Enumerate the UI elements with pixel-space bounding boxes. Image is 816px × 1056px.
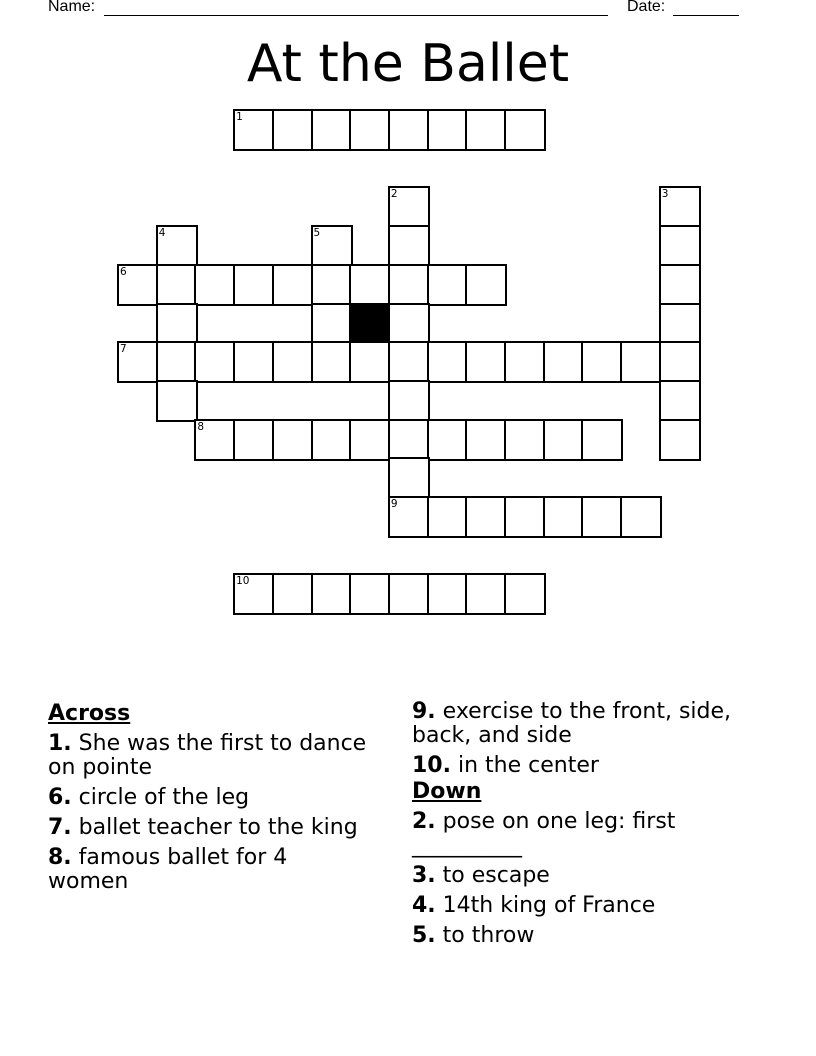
- grid-cell[interactable]: [427, 573, 469, 615]
- cell-number: 6: [120, 265, 127, 278]
- grid-cell[interactable]: [272, 341, 314, 383]
- clue-down-4: [412, 894, 752, 918]
- grid-cell[interactable]: [156, 264, 198, 306]
- grid-cell[interactable]: [659, 225, 701, 267]
- grid-cell[interactable]: [427, 341, 469, 383]
- grid-cell[interactable]: [659, 264, 701, 306]
- grid-cell[interactable]: [156, 380, 198, 422]
- grid-cell[interactable]: [311, 419, 353, 461]
- grid-cell[interactable]: [156, 225, 198, 267]
- grid-cell[interactable]: [349, 573, 391, 615]
- grid-cell[interactable]: [465, 341, 507, 383]
- grid-cell[interactable]: [233, 109, 275, 151]
- grid-cell[interactable]: [311, 303, 353, 345]
- grid-cell[interactable]: [465, 109, 507, 151]
- grid-cell[interactable]: [194, 341, 236, 383]
- clue-across-10: [412, 754, 752, 778]
- cell-number: 3: [661, 188, 669, 201]
- clue-across-9: [412, 700, 752, 748]
- grid-cell[interactable]: [349, 419, 391, 461]
- clue-text: 14th king of France: [442, 893, 656, 918]
- grid-cell[interactable]: [581, 341, 623, 383]
- clue-number: 6.: [48, 785, 72, 810]
- grid-cell[interactable]: [388, 186, 430, 228]
- grid-cell[interactable]: [349, 109, 391, 151]
- grid-cell[interactable]: [156, 303, 198, 345]
- clue-number: 9.: [412, 699, 436, 724]
- clue-number: 7.: [48, 815, 72, 840]
- grid-cell[interactable]: [311, 341, 353, 383]
- grid-cell[interactable]: [620, 341, 662, 383]
- grid-cell[interactable]: [465, 573, 507, 615]
- grid-cell[interactable]: [504, 573, 546, 615]
- grid-cell[interactable]: [465, 496, 507, 538]
- clue-down-3: [412, 864, 752, 888]
- across-heading: Across: [48, 701, 131, 726]
- clue-across-8: [48, 846, 368, 894]
- clue-across-7: [48, 816, 368, 840]
- grid-cell[interactable]: [311, 109, 353, 151]
- clue-number: 8.: [48, 845, 72, 870]
- grid-cell[interactable]: [388, 457, 430, 499]
- grid-cell[interactable]: [659, 341, 701, 383]
- clue-across-1: [48, 732, 368, 780]
- grid-cell[interactable]: [233, 573, 275, 615]
- clue-down-5: [412, 924, 752, 948]
- clue-text: pose on one leg: first __________: [412, 809, 676, 858]
- grid-cell[interactable]: [465, 264, 507, 306]
- grid-cell[interactable]: [504, 496, 546, 538]
- grid-cell[interactable]: [272, 264, 314, 306]
- grid-cell[interactable]: [659, 380, 701, 422]
- clue-text: to escape: [442, 863, 550, 888]
- grid-cell[interactable]: [388, 341, 430, 383]
- grid-cell[interactable]: [427, 496, 469, 538]
- grid-cell[interactable]: [465, 419, 507, 461]
- grid-cell[interactable]: [388, 303, 430, 345]
- grid-cell[interactable]: [194, 264, 236, 306]
- grid-cell[interactable]: [581, 496, 623, 538]
- grid-cell[interactable]: [427, 419, 469, 461]
- date-label: Date:: [627, 0, 666, 15]
- cell-number: 4: [158, 227, 166, 240]
- clue-text: to throw: [442, 923, 535, 948]
- clue-number: 2.: [412, 809, 436, 834]
- grid-cell[interactable]: [156, 341, 198, 383]
- grid-cell[interactable]: [388, 573, 430, 615]
- name-label: Name:: [48, 0, 96, 15]
- grid-cell[interactable]: [349, 264, 391, 306]
- grid-cell[interactable]: [272, 419, 314, 461]
- grid-cell[interactable]: [388, 419, 430, 461]
- grid-cell[interactable]: [311, 225, 353, 267]
- cell-number: 5: [313, 227, 321, 240]
- cell-number: 1: [236, 111, 243, 123]
- grid-cell[interactable]: [388, 109, 430, 151]
- grid-cell[interactable]: [272, 573, 314, 615]
- clue-number: 3.: [412, 863, 436, 888]
- grid-cell[interactable]: [117, 264, 159, 306]
- clue-number: 10.: [412, 753, 451, 778]
- clue-text: in the center: [457, 753, 599, 778]
- grid-cell[interactable]: [194, 419, 236, 461]
- cell-number: 7: [120, 343, 127, 356]
- grid-cell[interactable]: [659, 303, 701, 345]
- grid-cell[interactable]: [388, 496, 430, 538]
- cell-number: 10: [236, 575, 250, 588]
- grid-cell[interactable]: [311, 573, 353, 615]
- grid-cell[interactable]: [388, 264, 430, 306]
- grid-cell[interactable]: [659, 419, 701, 461]
- grid-cell[interactable]: [504, 341, 546, 383]
- cell-number: 2: [390, 188, 398, 201]
- grid-cell[interactable]: [272, 109, 314, 151]
- grid-cell[interactable]: [427, 109, 469, 151]
- clue-number: 1.: [48, 731, 72, 756]
- black-square: [349, 303, 391, 345]
- grid-cell[interactable]: [349, 341, 391, 383]
- clue-across-6: [48, 786, 368, 810]
- grid-cell[interactable]: [581, 419, 623, 461]
- clue-text: ballet teacher to the king: [78, 815, 358, 840]
- puzzle-title: At the Ballet: [246, 34, 570, 94]
- grid-cell[interactable]: [543, 419, 585, 461]
- grid-cell[interactable]: [543, 341, 585, 383]
- clue-text: She was the first to dance on pointe: [48, 731, 367, 780]
- grid-cell[interactable]: [543, 496, 585, 538]
- grid-cell[interactable]: [117, 341, 159, 383]
- grid-cell[interactable]: [659, 186, 701, 228]
- grid-cell[interactable]: [388, 225, 430, 267]
- clue-down-2: [412, 810, 752, 858]
- grid-cell[interactable]: [233, 341, 275, 383]
- grid-cell[interactable]: [311, 264, 353, 306]
- grid-cell[interactable]: [388, 380, 430, 422]
- clue-number: 4.: [412, 893, 436, 918]
- grid-cell[interactable]: [427, 264, 469, 306]
- grid-cell[interactable]: [233, 264, 275, 306]
- grid-cell[interactable]: [504, 419, 546, 461]
- clue-text: circle of the leg: [78, 785, 250, 810]
- clue-text: exercise to the front, side, back, and side: [412, 699, 732, 748]
- down-heading: Down: [412, 779, 482, 804]
- cell-number: 9: [390, 498, 398, 510]
- clue-text: famous ballet for 4 women: [48, 845, 288, 894]
- clue-number: 5.: [412, 923, 436, 948]
- grid-cell[interactable]: [233, 419, 275, 461]
- grid-cell[interactable]: [620, 496, 662, 538]
- clues-column-right: [412, 700, 752, 954]
- grid-cell[interactable]: [504, 109, 546, 151]
- clues-column-left: [48, 700, 368, 900]
- cell-number: 8: [197, 420, 205, 433]
